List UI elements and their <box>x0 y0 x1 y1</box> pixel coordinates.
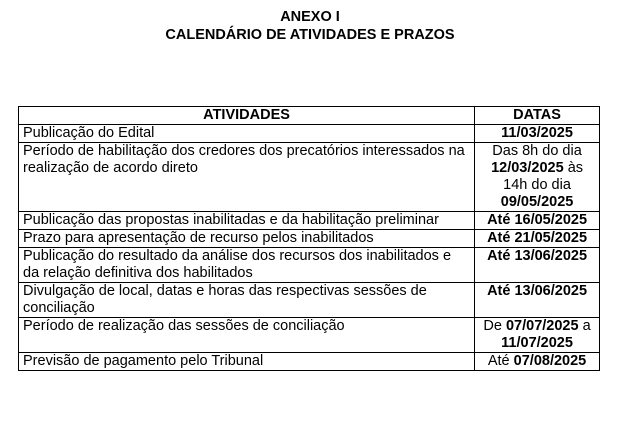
date-cell: Até 16/05/2025 <box>475 212 600 230</box>
date-cell: Até 07/08/2025 <box>475 353 600 371</box>
annex-title: ANEXO I <box>280 9 340 25</box>
table-row <box>19 143 600 212</box>
date-cell: Até 13/06/2025 <box>475 283 600 318</box>
table-row <box>19 248 600 283</box>
activity-cell: Período de realização das sessões de conciliação <box>19 318 475 353</box>
schedule-table <box>18 106 600 371</box>
date-cell: De 07/07/2025 a 11/07/2025 <box>475 318 600 353</box>
document-header <box>0 8 620 44</box>
activities-column-header: ATIVIDADES <box>19 107 475 125</box>
date-cell: 11/03/2025 <box>475 125 600 143</box>
table-row <box>19 318 600 353</box>
table-row <box>19 212 600 230</box>
table-row <box>19 230 600 248</box>
table-header-row <box>19 107 600 125</box>
activity-cell: Publicação das propostas inabilitadas e da habilitação preliminar <box>19 212 475 230</box>
date-cell: Até 13/06/2025 <box>475 248 600 283</box>
calendar-title: CALENDÁRIO DE ATIVIDADES E PRAZOS <box>165 27 455 43</box>
activity-cell: Previsão de pagamento pelo Tribunal <box>19 353 475 371</box>
date-cell: Até 21/05/2025 <box>475 230 600 248</box>
activity-cell: Divulgação de local, datas e horas das respectivas sessões de conciliação <box>19 283 475 318</box>
activity-cell: Publicação do resultado da análise dos recursos dos inabilitados e da relação definitiva dos habilitados <box>19 248 475 283</box>
table-row <box>19 125 600 143</box>
activity-cell: Publicação do Edital <box>19 125 475 143</box>
table-row <box>19 283 600 318</box>
dates-column-header: DATAS <box>475 107 600 125</box>
table-row <box>19 353 600 371</box>
activity-cell: Período de habilitação dos credores dos precatórios interessados na realização de acordo direto <box>19 143 475 212</box>
date-cell: Das 8h do dia 12/03/2025 às 14h do dia 09/05/2025 <box>475 143 600 212</box>
activity-cell: Prazo para apresentação de recurso pelos inabilitados <box>19 230 475 248</box>
